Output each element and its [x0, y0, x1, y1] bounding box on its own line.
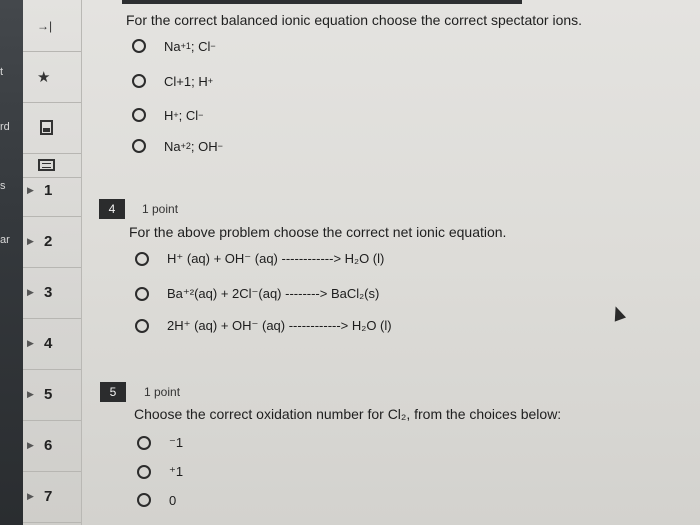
nav-question-number: 3: [44, 284, 53, 301]
answer-option[interactable]: [132, 34, 216, 58]
nav-question-6[interactable]: [23, 420, 81, 472]
left-edge-label: ar: [0, 234, 10, 246]
answer-option[interactable]: [135, 314, 392, 338]
left-edge-label: s: [0, 180, 6, 192]
left-sidebar: [0, 0, 23, 525]
option-superscript: +: [173, 110, 179, 120]
arrow-right-icon: ▶: [27, 389, 34, 399]
nav-question-3[interactable]: [23, 267, 81, 319]
question-number-badge: 4: [99, 199, 125, 219]
flag-icon: [40, 120, 53, 135]
nav-question-2[interactable]: [23, 216, 81, 268]
question-content: [82, 0, 700, 525]
nav-question-number: 4: [44, 335, 53, 352]
arrow-right-icon: ▶: [27, 338, 34, 348]
nav-question-number: 7: [44, 488, 53, 505]
pin-button[interactable]: [23, 51, 81, 103]
answer-option[interactable]: [135, 282, 379, 306]
question-text: Choose the correct oxidation number for Cl₂, from the choices below:: [134, 406, 562, 422]
radio-button[interactable]: [132, 139, 146, 153]
option-text: ⁺1: [169, 464, 184, 479]
option-superscript: +2: [180, 141, 191, 151]
radio-button[interactable]: [137, 493, 151, 507]
collapse-button[interactable]: [23, 0, 81, 52]
radio-button[interactable]: [137, 436, 151, 450]
option-superscript: −: [210, 41, 216, 51]
answer-option[interactable]: [132, 134, 223, 158]
collapse-icon: →|: [37, 18, 53, 33]
answer-option[interactable]: [137, 460, 183, 484]
answer-option[interactable]: [137, 488, 176, 512]
option-text: Cl+1: [164, 73, 192, 89]
question-points: 1 point: [144, 385, 181, 399]
radio-button[interactable]: [135, 287, 149, 301]
answer-option[interactable]: [135, 247, 384, 271]
option-text: 0: [169, 492, 177, 508]
left-edge-label: rd: [0, 121, 10, 133]
nav-question-number: 6: [44, 437, 53, 454]
option-text: Na: [164, 138, 181, 154]
mouse-cursor-icon: [610, 304, 626, 321]
pin-icon: ★: [37, 68, 51, 86]
flag-button[interactable]: [23, 102, 81, 154]
answer-option[interactable]: [132, 69, 213, 93]
radio-button[interactable]: [132, 108, 146, 122]
option-superscript: −: [217, 141, 223, 151]
question-points: 1 point: [142, 202, 179, 216]
nav-question-5[interactable]: [23, 369, 81, 421]
nav-question-4[interactable]: [23, 318, 81, 370]
nav-question-number: 2: [44, 233, 53, 250]
arrow-right-icon: ▶: [27, 440, 34, 450]
nav-question-7[interactable]: [23, 471, 81, 523]
option-text: Na: [164, 38, 181, 54]
radio-button[interactable]: [135, 319, 149, 333]
question-text: For the above problem choose the correct net ionic equation.: [129, 224, 507, 240]
radio-button[interactable]: [135, 252, 149, 266]
radio-button[interactable]: [132, 74, 146, 88]
option-text: ; OH: [190, 138, 218, 154]
nav-question-1[interactable]: [23, 165, 81, 217]
answer-option[interactable]: [132, 103, 203, 127]
question-number-badge: 5: [100, 382, 126, 402]
option-text: ; Cl: [190, 38, 211, 54]
radio-button[interactable]: [132, 39, 146, 53]
option-superscript: +: [207, 76, 213, 86]
option-text: Ba⁺²(aq) + 2Cl⁻(aq) --------> BaCl₂(s): [167, 286, 380, 301]
option-text: ; Cl: [178, 107, 199, 123]
answer-option[interactable]: [137, 431, 183, 455]
option-superscript: −: [198, 110, 204, 120]
arrow-right-icon: ▶: [27, 287, 34, 297]
question-navigator: [23, 0, 82, 525]
option-superscript: +1: [180, 41, 191, 51]
option-text: H: [164, 107, 174, 123]
arrow-right-icon: ▶: [27, 185, 34, 195]
option-text: 2H⁺ (aq) + OH⁻ (aq) ------------> H₂O (l): [167, 318, 392, 333]
radio-button[interactable]: [137, 465, 151, 479]
arrow-right-icon: ▶: [27, 491, 34, 501]
nav-question-number: 5: [44, 386, 53, 403]
option-text: H⁺ (aq) + OH⁻ (aq) ------------> H₂O (l): [167, 251, 385, 266]
left-edge-label: t: [0, 66, 4, 78]
question-text: For the correct balanced ionic equation choose the correct spectator ions.: [126, 12, 583, 28]
nav-question-number: 1: [44, 182, 53, 199]
option-text: ⁻1: [169, 435, 184, 450]
option-text: ; H: [191, 73, 208, 89]
arrow-right-icon: ▶: [27, 236, 34, 246]
top-bar: [122, 0, 522, 4]
